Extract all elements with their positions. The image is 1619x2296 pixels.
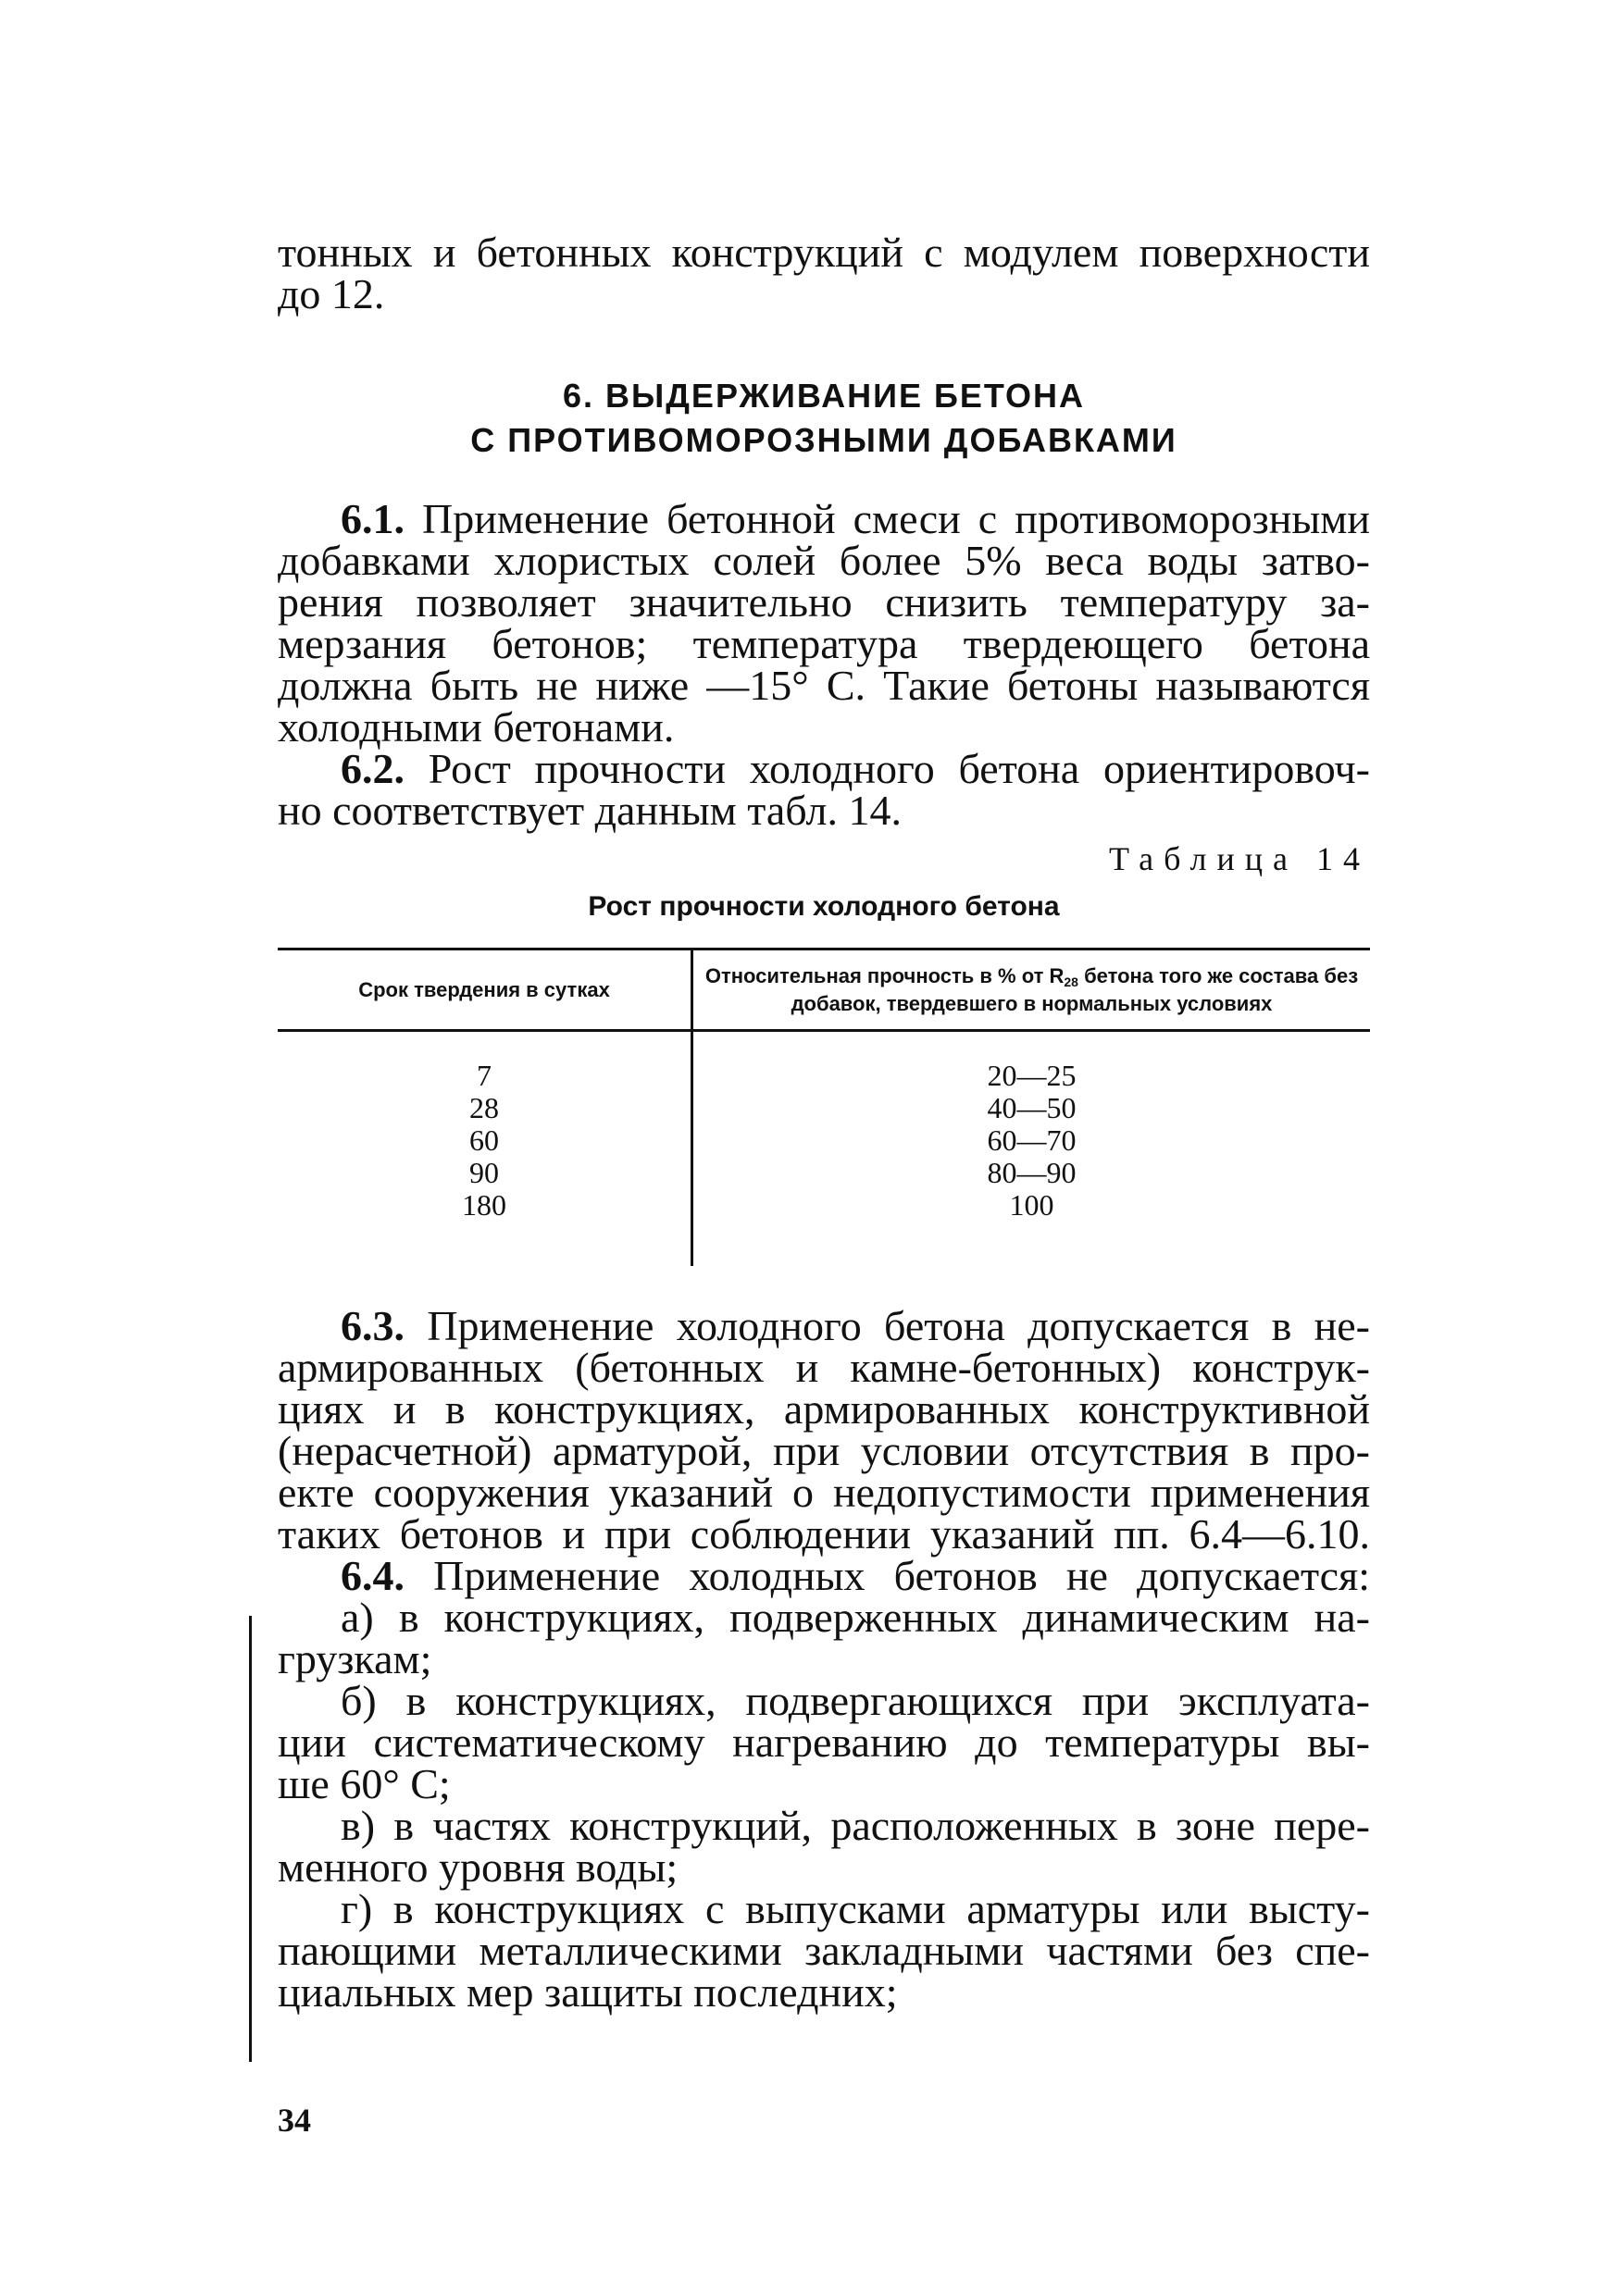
p64-number: 6.4.: [341, 1552, 405, 1599]
table-row: [278, 1124, 1370, 1157]
cell-days: 90: [469, 1156, 499, 1189]
p63-number: 6.3.: [341, 1302, 405, 1349]
p63-line-2: армированных (бетонных и камне-бетонных) конструк-: [278, 1344, 1370, 1391]
p62-line-1: 6.2. Рост прочности холодного бетона ориентировоч-: [341, 745, 1370, 792]
cell-days: 60: [469, 1123, 499, 1157]
p61-line-4: мерзания бетонов; температура твердеющего бетона: [278, 620, 1370, 667]
item-d-line-3: циальных мер защиты последних;: [278, 1968, 898, 2016]
p63-line-1: 6.3. Применение холодного бетона допускается в не-: [341, 1302, 1370, 1349]
page-number: 34: [278, 2102, 311, 2139]
col-header-strength: Относительная прочность в % от $R_{28}$ бетона того же состава без добавок, твердевшего в нормальных условиях: [692, 949, 1371, 1031]
item-d-line-1: г) в конструкциях с выпусками арматуры или высту-: [341, 1885, 1370, 1932]
section-title-line-2: С ПРОТИВОМОРОЗНЫМИ ДОБАВКАМИ: [470, 421, 1177, 459]
item-b-line-2: ции систематическому нагреванию до температуры вы-: [278, 1719, 1370, 1766]
intro-line-2: до 12.: [278, 270, 385, 317]
p61-line-3: рения позволяет значительно снизить температуру за-: [278, 578, 1370, 626]
table-row: [278, 1031, 1370, 1093]
p61-line-1: 6.1. Применение бетонной смеси с противоморозными: [341, 495, 1370, 542]
intro-line-1: тонных и бетонных конструкций с модулем поверхности: [278, 229, 1370, 276]
item-b-line-1: б) в конструкциях, подвергающихся при эксплуата-: [341, 1677, 1370, 1724]
strength-table: [278, 948, 1370, 1266]
p64-line-1: 6.4. Применение холодных бетонов не допускается:: [341, 1552, 1370, 1599]
p61-line-2: добавками хлористых солей более 5% веса воды затво-: [278, 537, 1370, 584]
table-caption: Таблица 14: [1109, 840, 1370, 877]
p61-number: 6.1.: [341, 495, 405, 542]
margin-change-bar: [249, 1616, 252, 2062]
cell-strength: 20—25: [692, 1031, 1371, 1093]
page-body: [278, 229, 1370, 2016]
item-c-line-1: в) в частях конструкций, расположенных в зоне пере-: [341, 1802, 1370, 1849]
item-b-line-3: ше 60° С;: [278, 1760, 451, 1807]
p63-line-5: екте сооружения указаний о недопустимости применения: [278, 1469, 1370, 1516]
cell-strength: 40—50: [692, 1092, 1371, 1124]
table-row: [278, 1092, 1370, 1124]
col-header-days: Срок твердения в сутках: [278, 949, 692, 1031]
item-d-line-2: пающими металлическими закладными частями без спе-: [278, 1927, 1370, 1974]
table-title: Рост прочности холодного бетона: [588, 891, 1060, 922]
cell-days: 7: [477, 1059, 492, 1092]
p61-line-5: должна быть не ниже —15° С. Такие бетоны называются: [278, 662, 1370, 709]
table-row: [278, 1189, 1370, 1266]
table-row: [278, 1157, 1370, 1189]
section-title-line-1: 6. ВЫДЕРЖИВАНИЕ БЕТОНА: [563, 377, 1085, 415]
item-a-line-2: грузкам;: [278, 1635, 432, 1682]
p62-line-2: но соответствует данным табл. 14.: [278, 787, 903, 834]
p63-line-4: (нерасчетной) арматурой, при условии отсутствия в про-: [278, 1427, 1370, 1474]
p63-line-3: циях и в конструкциях, армированных конструктивной: [278, 1385, 1370, 1433]
cell-days: 180: [462, 1188, 506, 1222]
cell-strength: 100: [692, 1189, 1371, 1266]
cell-strength: 60—70: [692, 1124, 1371, 1157]
cell-days: 28: [469, 1091, 499, 1124]
item-c-line-2: менного уровня воды;: [278, 1843, 679, 1891]
p62-number: 6.2.: [341, 745, 405, 792]
p63-line-6: таких бетонов и при соблюдении указаний пп. 6.4—6.10.: [278, 1510, 1370, 1558]
item-a-line-1: а) в конструкциях, подверженных динамическим на-: [341, 1594, 1370, 1641]
cell-strength: 80—90: [692, 1157, 1371, 1189]
p61-line-6: холодными бетонами.: [278, 703, 675, 751]
